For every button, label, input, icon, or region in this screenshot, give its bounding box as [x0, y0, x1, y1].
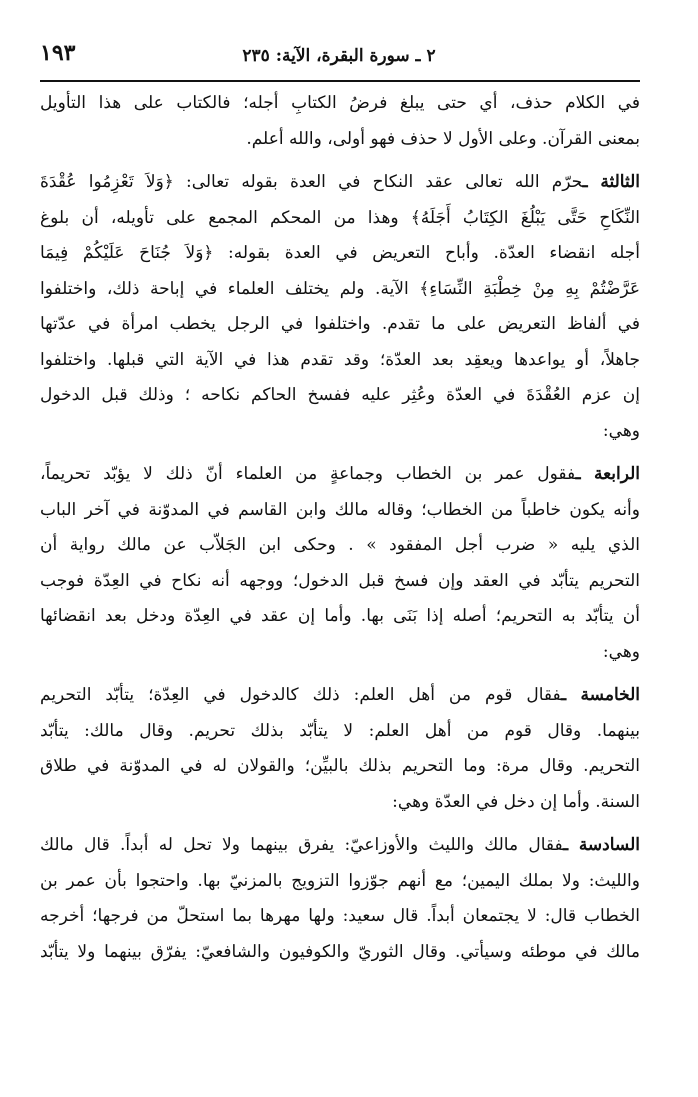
running-title: ٢ ـ سورة البقرة، الآية: ٢٣٥: [242, 46, 436, 66]
text-line: بينهما. وقال قوم من أهل العلم: لا يتأبّد بذلك تحريم. وقال مالك: يتأبّد: [40, 720, 640, 741]
text-line: النِّكَاحِ حَتَّى يَبْلُغَ الكِتَابُ أَجَلَهُ﴾ وهذا من المحكم المجمع على تأويله، أن بلوغ: [40, 207, 640, 228]
paragraph-3: [40, 457, 640, 670]
text-line: [40, 678, 640, 714]
text-line: عَرَّضْتُمْ بِهِ مِنْ خِطْبَةِ النِّسَاءِ﴾ الآية. ولم يختلف العلماء في إباحة ذلك، واختلفوا: [40, 278, 640, 299]
text-segment: فقال مالك والليث والأوزاعيّ: يفرق بينهما ولا تحل له أبداً. قال مالك: [40, 835, 564, 855]
running-header: [40, 40, 638, 74]
text-line: التحريم يتأبّد في العقد وإن فسخ قبل الدخول؛ ووجهه أنه نكاح في العِدّة فوجب: [40, 570, 640, 591]
text-line: وأنه يكون خاطباً من الخطاب؛ وقاله مالك وابن القاسم في المدوّنة في آخر الباب: [40, 499, 640, 520]
text-segment: فقول عمر بن الخطاب وجماعةٍ من العلماء أنّ ذلك لا يؤبّد تحريماً،: [40, 464, 576, 484]
text-line: جاهلاً، أو يواعدها ويعقِد بعد العدّة؛ وقد تقدم هذا في الآية التي قبلها. واختلفوا: [40, 349, 640, 370]
text-line: الذي يليه « ضرب أجل المفقود » . وحكى ابن الجَلاّب عن مالك رواية أن: [40, 535, 640, 555]
section-keyword: الرابعة ـ: [575, 464, 640, 484]
text-line: [40, 457, 640, 493]
section-keyword: السادسة ـ: [563, 835, 640, 855]
text-segment: حرّم الله تعالى عقد النكاح في العدة بقوله تعالى: ﴿وَلاَ تَعْزِمُوا عُقْدَةَ: [40, 172, 583, 192]
text-line: [40, 165, 640, 201]
text-line: وهي:: [602, 420, 640, 441]
text-line: والليث: ولا بملك اليمين؛ مع أنهم جوّزوا التزويج بالمزنيّ بها. واحتجوا بأن عمر بن: [40, 870, 640, 891]
text-line: في الكلام حذف، أي حتى يبلغ فرضُ الكتابِ أجله؛ فالكتاب على هذا التأويل: [40, 93, 640, 113]
text-line: أجله انقضاء العدّة. وأباح التعريض في العدة بقوله: ﴿وَلاَ جُنَاحَ عَلَيْكُمْ فِيمَا: [40, 243, 640, 263]
header-rule: [40, 80, 640, 82]
text-line: مالك في موطئه وسيأتي. وقال الثوريّ والكوفيون والشافعيّ: يفرّق بينهما ولا يتأبّد: [40, 941, 640, 962]
text-line: إن عزم العُقْدَةَ في العدّة وعُثِر عليه ففسخ الحاكم نكاحه ؛ وذلك قبل الدخول: [40, 385, 640, 405]
text-line: التحريم. وقال مرة: وما التحريم بذلك بالبيِّن؛ والقولان له في المدوّنة في طلاق: [40, 756, 640, 776]
body-text: [40, 86, 640, 970]
text-line: في ألفاظ التعريض على ما تقدم. واختلفوا في الرجل يخطب امرأة في عدّتها: [40, 314, 640, 334]
text-line: السنة. وأما إن دخل في العدّة وهي:: [392, 791, 640, 812]
section-keyword: الخامسة ـ: [561, 685, 640, 705]
page-number: ١٩٣: [40, 40, 76, 66]
paragraph-5: [40, 828, 640, 970]
text-line: وهي:: [602, 641, 640, 662]
text-line: بمعنى القرآن. وعلى الأول لا حذف فهو أولى، والله أعلم.: [246, 128, 640, 149]
text-line: الخطاب قال: لا يجتمعان أبداً. قال سعيد: ولها مهرها بما استحلّ من فرجها؛ أخرجه: [40, 906, 640, 926]
section-keyword: الثالثة ـ: [582, 172, 640, 192]
paragraph-2: [40, 165, 640, 449]
paragraph-1: [40, 86, 640, 157]
text-line: [40, 828, 640, 864]
text-segment: فقال قوم من أهل العلم: ذلك كالدخول في العِدّة؛ يتأبّد التحريم: [40, 685, 562, 705]
paragraph-4: [40, 678, 640, 820]
text-line: أن يتأبّد به التحريم؛ أصله إذا بَنَى بها. وأما إن عقد في العِدّة ودخل بعد انقضائها: [40, 606, 640, 626]
